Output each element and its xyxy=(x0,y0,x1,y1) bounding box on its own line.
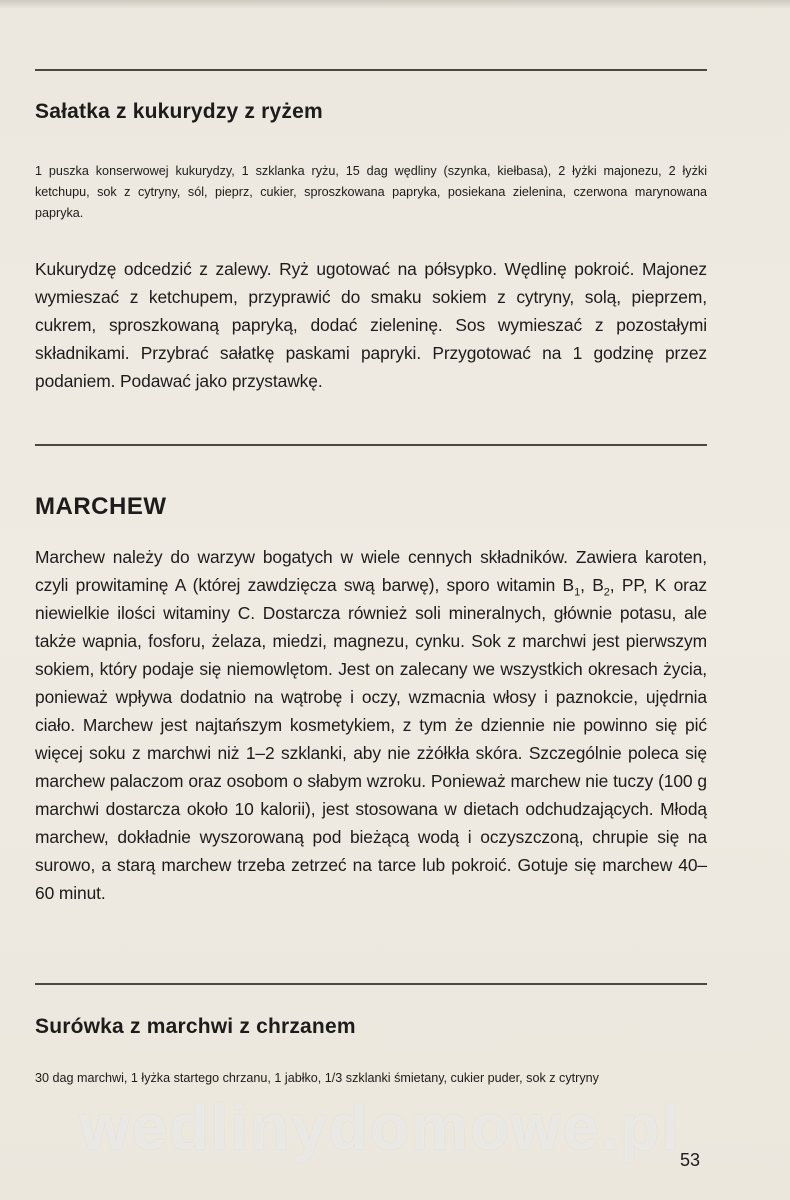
rule-top xyxy=(35,69,707,71)
page-top-edge xyxy=(0,0,790,8)
recipe-2-ingredients: 30 dag marchwi, 1 łyżka startego chrzanu, 1 jabłko, 1/3 szklanki śmietany, cukier puder, sok z cytryny xyxy=(35,1071,599,1085)
recipe-1-instructions: Kukurydzę odcedzić z zalewy. Ryż ugotować na półsypko. Wędlinę pokroić. Majonez wymieszać z ketchupem, przyprawić do smaku sokiem z cytryny, solą, pieprzem, cukrem, sproszkowaną papryką, dodać zieleninę. Sos wymieszać z pozostałymi składnikami. Przybrać sałatkę paskami papryki. Przygotować na 1 godzinę przez podaniem. Podawać jako przystawkę. xyxy=(35,259,707,391)
page-number: 53 xyxy=(680,1150,701,1170)
section-paragraph: Marchew należy do warzyw bogatych w wiele cennych składników. Zawiera karoten, czyli prowitaminę A (której zawdzięcza swą barwę), sporo witamin $B_1$, $B_2$, PP, K oraz niewielkie ilości witaminy C. Dostarcza również soli mineralnych, głównie potasu, ale także wapnia, fosforu, żelaza, miedzi, magnezu, cynku. Sok z marchwi jest pierwszym sokiem, który podaje się niemowlętom. Jest on zalecany we wszystkich okresach życia, ponieważ wpływa dodatnio na wątrobę i oczy, wzmacnia włosy i paznokcie, ujędrnia ciało. Marchew jest najtańszym kosmetykiem, z tym że dziennie nie powinno się pić więcej soku z marchwi niż 1–2 szklanki, aby nie zżółkła skóra. Szczególnie poleca się marchew palaczom oraz osobom o słabym wzroku. Ponieważ marchew nie tuczy (100 g marchwi dostarcza około 10 kalorii), jest stosowana w dietach odchudzających. Młodą marchew, dokładnie wyszorowaną pod bieżącą wodą i oczyszczoną, chrupie się na surowo, a starą marchew trzeba zetrzeć na tarce lub pokroić. Gotuje się marchew 40–60 minut. xyxy=(35,547,707,903)
recipe-1-ingredients: 1 puszka konserwowej kukurydzy, 1 szklanka ryżu, 15 dag wędliny (szynka, kiełbasa), 2 łyżki majonezu, 2 łyżki ketchupu, sok z cytryny, sól, pieprz, cukier, sproszkowana papryka, posiekana zielenina, czerwona marynowana papryka. xyxy=(35,164,707,220)
recipe-1-title: Sałatka z kukurydzy z ryżem xyxy=(35,100,323,123)
rule-before-recipe-2 xyxy=(35,983,707,985)
rule-before-section xyxy=(35,444,707,446)
section-title: MARCHEW xyxy=(35,493,167,520)
recipe-2-title: Surówka z marchwi z chrzanem xyxy=(35,1015,356,1038)
watermark-text: wedlinydomowe.pl xyxy=(80,1091,681,1163)
